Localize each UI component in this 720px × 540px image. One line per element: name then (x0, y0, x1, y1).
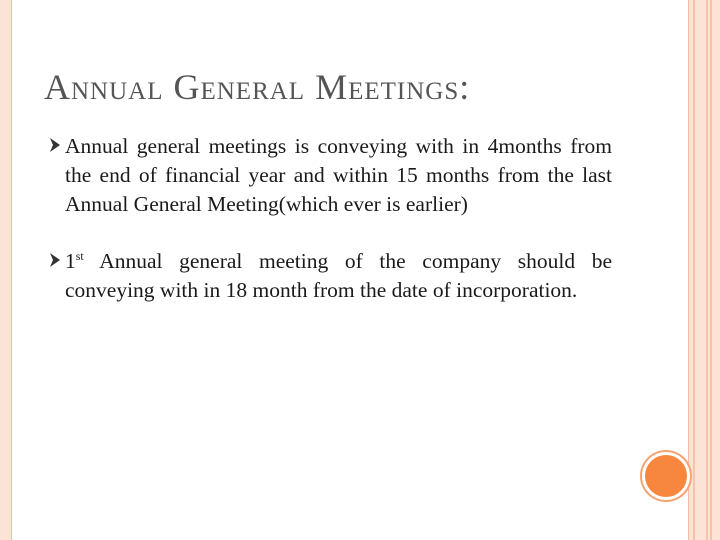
accent-circle (642, 452, 690, 500)
bullet-text: Annual general meetings is conveying with in 4months from the end of financial year and within 15 months from the last Annual General Meeting(which ever is earlier) (65, 134, 612, 216)
slide-title: Annual General Meetings: (44, 67, 471, 107)
decorative-rail (706, 0, 708, 540)
decorative-rail (710, 0, 712, 540)
bullet-text-body: Annual general meeting of the company should be conveying with in 18 month from the date of incorporation. (65, 249, 612, 302)
arrow-bullet-icon (50, 253, 60, 267)
ordinal-number: 1 (65, 249, 76, 273)
bullet-item (50, 247, 612, 305)
bullet-item (50, 132, 612, 219)
decorative-rail (693, 0, 695, 540)
bullet-text (65, 247, 612, 305)
ordinal-suffix: st (75, 249, 84, 263)
arrow-bullet-icon (50, 138, 60, 152)
bullet-list (50, 132, 612, 333)
